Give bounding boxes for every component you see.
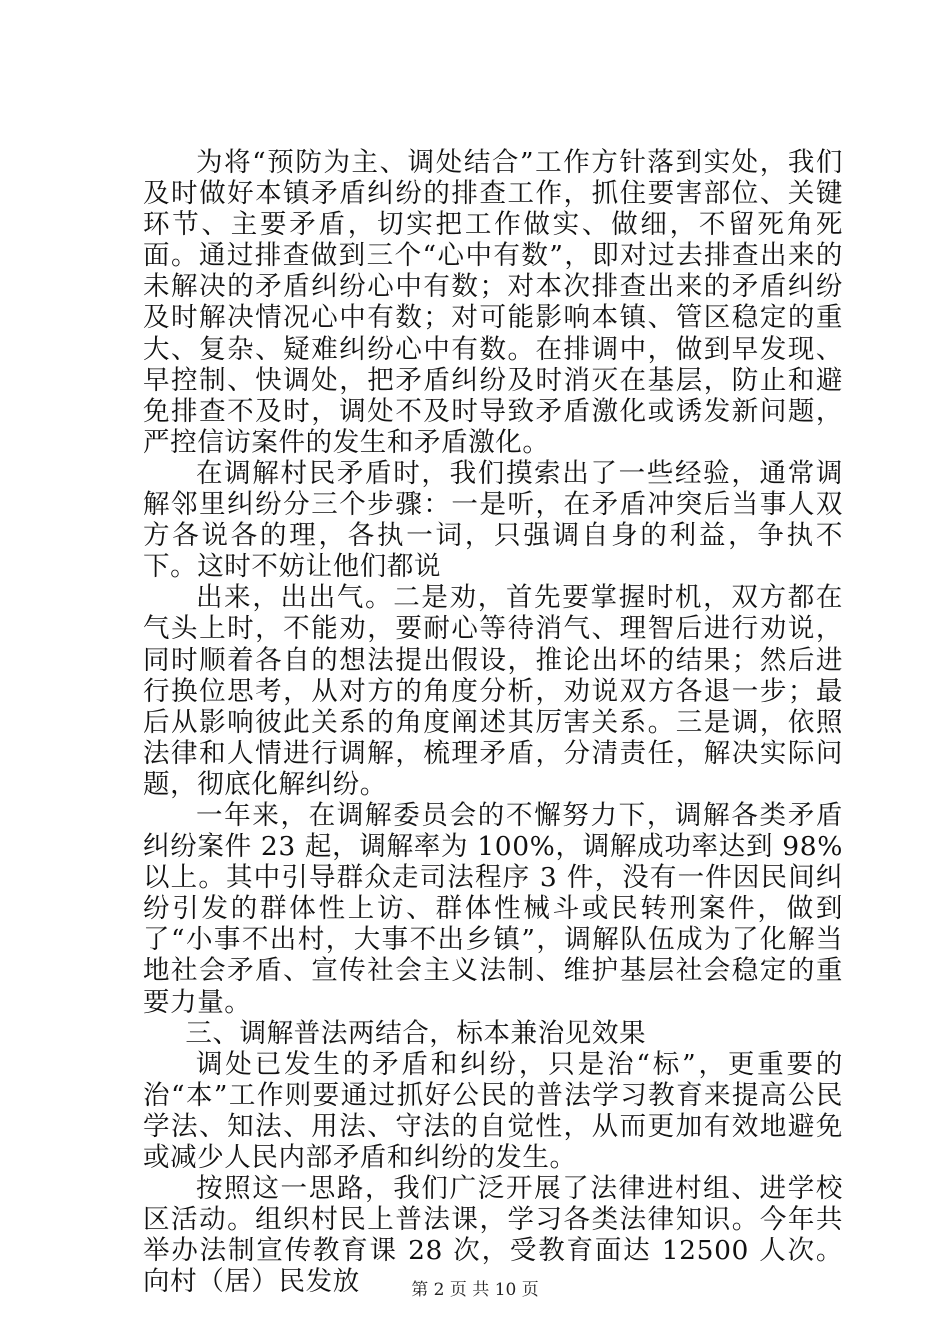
paragraph-mediation-steps: 在调解村民矛盾时，我们摸索出了一些经验，通常调解邻里纠纷分三个步骤：一是听，在矛盾冲突后当事人双方各说各的理，各执一词，只强调自身的利益，争执不下。这时不妨让他们都说 (143, 457, 843, 583)
paragraph-law-activities: 按照这一思路，我们广泛开展了法律进村组、进学校区活动。组织村民上普法课，学习各类法律知识。今年共举办法制宣传教育课 28 次，受教育面达 12500 人次。向村（居）民发放 (143, 1173, 843, 1298)
page-number-footer: 第 2 页 共 10 页 (411, 1280, 539, 1300)
paragraph-legal-education: 调处已发生的矛盾和纠纷，只是治“标”，更重要的治“本”工作则要通过抓好公民的普法学习教育来提高公民学法、知法、用法、守法的自觉性，从而更加有效地避免或减少人民内部矛盾和纠纷的发生。 (143, 1048, 843, 1173)
paragraph-investigation: 为将“预防为主、调处结合”工作方针落到实处，我们及时做好本镇矛盾纠纷的排查工作，抓住要害部位、关键环节、主要矛盾，切实把工作做实、做细，不留死角死面。通过排查做到三个“心中有数”，即对过去排查出来的未解决的矛盾纠纷心中有数；对本次排查出来的矛盾纠纷及时解决情况心中有数；对可能影响本镇、管区稳定的重大、复杂、疑难纠纷心中有数。在排调中，做到早发现、早控制、快调处，把矛盾纠纷及时消灭在基层，防止和避免排查不及时，调处不及时导致矛盾激化或诱发新问题，严控信访案件的发生和矛盾激化。 (143, 147, 843, 458)
paragraph-annual-results: 一年来，在调解委员会的不懈努力下，调解各类矛盾纠纷案件 23 起，调解率为 100%，调解成功率达到 98%以上。其中引导群众走司法程序 3 件，没有一件因民间纠纷引发的群体性上访、群体性械斗或民转刑案件，做到了“小事不出村，大事不出乡镇”，调解队伍成为了化解当地社会矛盾、宣传社会主义法制、维护基层社会稳定的重要力量。 (143, 799, 843, 1018)
section-heading: 三、调解普法两结合，标本兼治见效果 (185, 1017, 647, 1049)
paragraph-mediation-steps-continued: 出来，出出气。二是劝，首先要掌握时机，双方都在气头上时，不能劝，要耐心等待消气、理智后进行劝说，同时顺着各自的想法提出假设，推论出坏的结果；然后进行换位思考，从对方的角度分析，劝说双方各退一步；最后从影响彼此关系的角度阐述其厉害关系。三是调，依照法律和人情进行调解，梳理矛盾，分清责任，解决实际问题，彻底化解纠纷。 (143, 582, 843, 800)
document-body (143, 147, 843, 1297)
